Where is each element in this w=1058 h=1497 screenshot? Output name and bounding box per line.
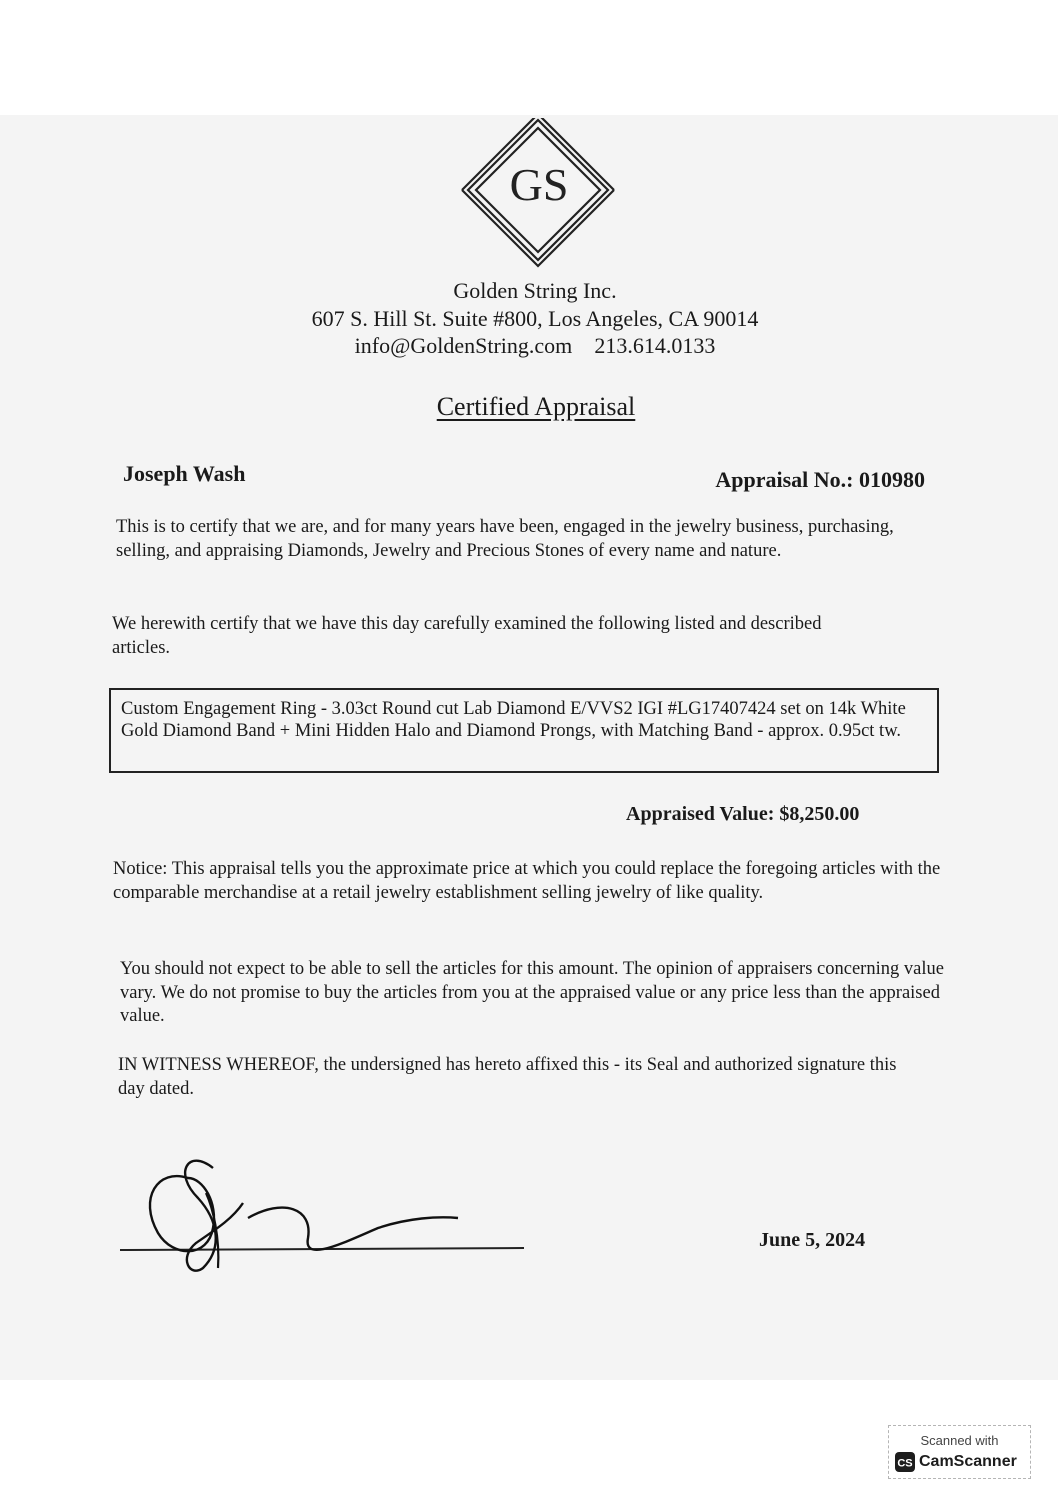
company-contact	[6, 333, 1058, 359]
watermark-brand: CamScanner	[919, 1453, 1017, 1470]
client-name: Joseph Wash	[123, 461, 246, 486]
camscanner-logo-icon	[895, 1452, 915, 1472]
company-address: 607 S. Hill St. Suite #800, Los Angeles, CA 90014	[311, 306, 759, 331]
document-title-wrap	[0, 392, 1058, 422]
article-description: Custom Engagement Ring - 3.03ct Round cut Lab Diamond E/VVS2 IGI #LG17407424 set on 14k White Gold Diamond Band + Mini Hidden Halo and Diamond Prongs, with Matching Band - approx. 0.95ct tw.	[121, 699, 906, 741]
camscanner-watermark	[888, 1425, 1031, 1479]
logo-monogram: GS	[509, 159, 569, 210]
certify-business-paragraph: This is to certify that we are, and for many years have been, engaged in the jewelry business, purchasing, selling, and appraising Diamonds, Jewelry and Precious Stones of every name and nature.	[116, 517, 894, 561]
signature-stroke-flourish	[248, 1208, 458, 1250]
company-name: Golden String Inc.	[453, 278, 617, 303]
witness-paragraph: IN WITNESS WHEREOF, the undersigned has hereto affixed this - its Seal and authorized signature this day dated.	[118, 1055, 897, 1099]
certify-examined-paragraph: We herewith certify that we have this day carefully examined the following listed and described articles.	[112, 614, 822, 658]
article-description-box	[109, 688, 939, 773]
camscanner-logo-text: CS	[897, 1457, 913, 1470]
appraisal-number: Appraisal No.: 010980	[715, 467, 925, 492]
appraised-value: Appraised Value: $8,250.00	[626, 803, 860, 825]
company-phone: 213.614.0133	[594, 333, 716, 358]
company-email: info@GoldenString.com	[354, 333, 573, 358]
document-title: Certified Appraisal	[436, 392, 636, 421]
signature-stroke-loop	[150, 1176, 214, 1251]
disclaimer-paragraph: You should not expect to be able to sell the articles for this amount. The opinion of appraisers concerning value vary. We do not promise to buy the articles from you at the appraised value or any price less than the appraised value.	[120, 959, 944, 1026]
watermark-line1: Scanned with	[920, 1433, 999, 1448]
signature-date: June 5, 2024	[759, 1229, 866, 1251]
company-logo	[458, 118, 618, 268]
signature	[118, 1148, 528, 1278]
notice-paragraph: Notice: This appraisal tells you the approximate price at which you could replace the foregoing articles with the comparable merchandise at a retail jewelry establishment selling jewelry of like quality.	[113, 859, 941, 903]
